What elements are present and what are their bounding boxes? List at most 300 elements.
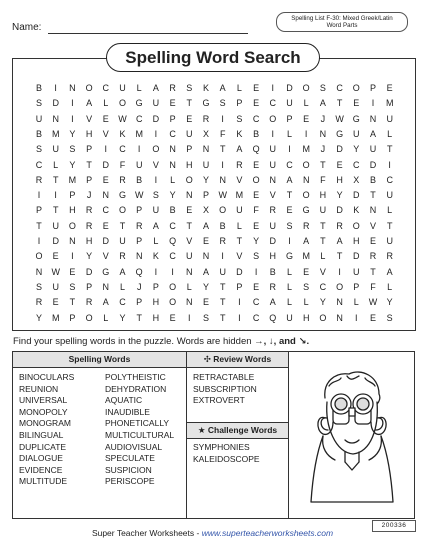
grid-letter: U <box>219 266 226 277</box>
grid-letter: P <box>353 281 360 292</box>
grid-letter: E <box>369 236 376 246</box>
grid-letter: T <box>136 312 142 323</box>
grid-letter: C <box>35 159 43 170</box>
grid-letter: I <box>71 98 74 109</box>
grid-letter: M <box>302 144 310 155</box>
grid-letter: O <box>185 174 193 185</box>
grid-letter: B <box>35 83 42 93</box>
grid-letter: N <box>52 113 59 124</box>
grid-letter: B <box>369 174 376 185</box>
grid-letter: L <box>236 220 242 231</box>
spelling-word: AQUATIC <box>105 395 143 406</box>
grid-letter: I <box>371 98 375 109</box>
grid-letter: N <box>269 174 277 185</box>
grid-letter: N <box>319 128 327 139</box>
boy-with-binoculars-illustration <box>287 352 414 518</box>
picture-box <box>287 351 415 519</box>
grid-letter: L <box>353 297 359 308</box>
grid-letter: O <box>118 205 126 216</box>
grid-letter: W <box>51 266 60 277</box>
grid-letter: S <box>253 251 260 262</box>
grid-letter: T <box>320 159 326 170</box>
spelling-list-badge <box>276 12 408 32</box>
grid-letter: I <box>188 312 191 323</box>
grid-letter: P <box>286 113 293 124</box>
grid-letter: C <box>102 83 110 93</box>
grid-letter: O <box>302 190 310 201</box>
spelling-word: MONOGRAM <box>19 418 71 429</box>
grid-letter: O <box>169 281 177 292</box>
grid-letter: T <box>336 251 343 262</box>
grid-letter: U <box>152 98 160 109</box>
grid-letter: L <box>53 159 59 170</box>
grid-letter: U <box>52 220 59 231</box>
grid-letter: Q <box>269 312 277 323</box>
grid-letter: Y <box>253 236 260 246</box>
grid-letter: D <box>52 236 59 246</box>
spelling-word: DUPLICATE <box>19 441 67 452</box>
grid-letter: H <box>336 174 343 185</box>
grid-letter: M <box>51 312 60 323</box>
grid-letter: E <box>303 113 310 124</box>
grid-letter: F <box>370 281 376 292</box>
grid-letter: I <box>355 312 358 323</box>
review-words-label: Review Words <box>213 354 272 364</box>
grid-letter: P <box>35 205 42 216</box>
grid-letter: U <box>35 113 43 124</box>
grid-letter: M <box>68 174 77 185</box>
grid-letter: J <box>320 113 326 124</box>
grid-letter: W <box>335 113 344 124</box>
grid-letter: V <box>86 113 93 124</box>
grid-letter: L <box>303 297 309 308</box>
grid-letter: I <box>271 128 275 139</box>
grid-letter: T <box>36 220 42 231</box>
grid-letter: S <box>319 83 326 93</box>
grid-letter: G <box>118 190 126 201</box>
grid-letter: E <box>253 83 260 93</box>
review-icon: ✣ <box>203 354 211 364</box>
grid-letter: X <box>202 205 209 216</box>
grid-letter: L <box>387 128 393 139</box>
grid-letter: C <box>269 98 277 109</box>
grid-letter: W <box>368 297 378 308</box>
grid-letter: N <box>186 190 193 201</box>
grid-letter: A <box>286 174 293 185</box>
grid-letter: W <box>134 190 144 201</box>
grid-letter: P <box>86 174 93 185</box>
grid-letter: I <box>238 297 241 308</box>
name-label: Name: <box>12 22 42 33</box>
review-words-header <box>187 352 288 368</box>
grid-letter: Q <box>169 236 177 246</box>
grid-letter: B <box>136 174 143 185</box>
grid-letter: O <box>269 113 277 124</box>
grid-letter: A <box>119 266 126 277</box>
grid-letter: T <box>219 144 226 155</box>
grid-letter: U <box>386 190 393 201</box>
grid-letter: I <box>71 113 74 124</box>
grid-letter: E <box>52 297 59 308</box>
grid-letter: U <box>286 98 293 109</box>
grid-letter: E <box>202 297 209 308</box>
grid-letter: L <box>286 128 292 139</box>
grid-letter: Y <box>353 144 360 155</box>
grid-letter: N <box>169 144 176 155</box>
grid-letter: H <box>269 251 277 262</box>
grid-letter: T <box>186 220 193 231</box>
grid-letter: I <box>154 128 158 139</box>
grid-letter: U <box>269 220 277 231</box>
grid-letter: R <box>302 220 310 231</box>
spelling-word: DEHYDRATION <box>105 383 167 394</box>
grid-letter: N <box>202 251 210 262</box>
grid-letter: O <box>35 251 43 262</box>
grid-letter: R <box>85 297 93 308</box>
grid-letter: N <box>219 174 226 185</box>
grid-letter: L <box>153 236 159 246</box>
grid-letter: M <box>135 128 143 139</box>
grid-letter: E <box>186 113 193 124</box>
grid-letter: R <box>35 174 43 185</box>
grid-letter: N <box>135 251 143 262</box>
grid-letter: O <box>169 297 177 308</box>
grid-letter: W <box>118 113 127 124</box>
grid-letter: E <box>69 266 76 277</box>
grid-letter: R <box>219 236 226 246</box>
grid-letter: L <box>387 205 393 216</box>
grid-letter: V <box>236 174 243 185</box>
grid-letter: S <box>236 113 243 124</box>
grid-letter: U <box>319 205 327 216</box>
grid-letter: U <box>152 205 160 216</box>
grid-letter: Y <box>69 159 76 170</box>
grid-letter: E <box>253 159 260 170</box>
grid-letter: P <box>69 190 76 201</box>
grid-letter: E <box>102 174 109 185</box>
grid-letter: P <box>136 236 143 246</box>
grid-letter: C <box>252 113 260 124</box>
spelling-word: PERISCOPE <box>105 476 155 487</box>
grid-letter: N <box>336 297 343 308</box>
grid-letter: I <box>54 83 57 93</box>
grid-letter: Y <box>35 312 42 323</box>
grid-letter: R <box>169 83 176 93</box>
grid-letter: A <box>152 83 159 93</box>
grid-letter: H <box>69 205 76 216</box>
grid-letter: I <box>154 174 158 185</box>
grid-letter: D <box>336 205 343 216</box>
grid-letter: I <box>221 159 224 170</box>
grid-letter: T <box>370 266 376 277</box>
grid-letter: G <box>135 98 143 109</box>
grid-letter: D <box>286 83 293 93</box>
grid-letter: T <box>370 190 376 201</box>
instructions-text: Find your spelling words in the puzzle. Words are hidden <box>13 336 252 347</box>
grid-letter: E <box>202 236 209 246</box>
grid-letter: A <box>369 128 376 139</box>
grid-letter: X <box>202 128 209 139</box>
grid-letter: T <box>69 297 76 308</box>
grid-letter: I <box>154 266 158 277</box>
grid-letter: F <box>253 205 259 216</box>
challenge-word: KALEIDOSCOPE <box>193 453 260 464</box>
grid-letter: O <box>352 220 360 231</box>
grid-letter: U <box>186 128 193 139</box>
grid-letter: N <box>302 174 310 185</box>
grid-letter: L <box>286 266 292 277</box>
grid-letter: I <box>37 236 41 246</box>
spelling-word: BINOCULARS <box>19 372 75 382</box>
grid-letter: P <box>152 281 159 292</box>
grid-letter: C <box>119 144 126 155</box>
grid-letter: S <box>202 312 209 323</box>
review-word: SUBSCRIPTION <box>193 383 257 394</box>
grid-letter: V <box>102 128 109 139</box>
grid-letter: D <box>353 251 360 262</box>
grid-letter: A <box>269 297 276 308</box>
grid-letter: P <box>236 281 243 292</box>
grid-letter: I <box>288 144 291 155</box>
grid-letter: M <box>302 251 310 262</box>
grid-letter: G <box>202 98 210 109</box>
grid-letter: A <box>219 83 226 93</box>
grid-letter: M <box>51 128 60 139</box>
grid-letter: S <box>303 281 310 292</box>
grid-letter: U <box>236 205 243 216</box>
grid-letter: G <box>336 128 344 139</box>
grid-letter: H <box>186 159 193 170</box>
grid-letter: H <box>319 190 327 201</box>
grid-letter: O <box>352 83 360 93</box>
grid-letter: S <box>219 98 226 109</box>
grid-letter: Y <box>202 174 209 185</box>
footer-text: Super Teacher Worksheets - <box>91 528 202 538</box>
grid-letter: T <box>236 236 243 246</box>
grid-letter: C <box>353 159 360 170</box>
grid-letter: O <box>319 312 327 323</box>
grid-letter: I <box>71 251 74 262</box>
grid-letter: N <box>202 144 210 155</box>
grid-letter: U <box>202 159 210 170</box>
spelling-word: SUSPICION <box>105 464 152 475</box>
worksheet-code: 200336 <box>372 520 416 532</box>
grid-letter: P <box>236 98 243 109</box>
grid-letter: A <box>236 144 243 155</box>
grid-letter: I <box>271 83 275 93</box>
grid-letter: J <box>86 190 92 201</box>
spelling-words-header: Spelling Words <box>13 352 186 368</box>
grid-letter: U <box>135 159 143 170</box>
challenge-icon: ★ <box>197 425 206 435</box>
grid-letter: H <box>85 236 93 246</box>
grid-letter: T <box>386 220 393 231</box>
grid-letter: T <box>186 98 193 109</box>
grid-letter: C <box>169 220 176 231</box>
grid-letter: R <box>202 113 210 124</box>
grid-letter: C <box>135 113 143 124</box>
grid-letter: S <box>69 144 76 155</box>
grid-letter: R <box>85 205 93 216</box>
grid-letter: B <box>219 220 226 231</box>
grid-letter: I <box>104 144 108 155</box>
grid-letter: H <box>152 297 160 308</box>
grid-letter: A <box>152 220 159 231</box>
grid-letter: O <box>68 220 76 231</box>
grid-letter: G <box>285 251 293 262</box>
grid-letter: S <box>35 144 42 155</box>
grid-letter: D <box>52 98 59 109</box>
challenge-words-label: Challenge Words <box>207 425 278 435</box>
grid-letter: T <box>52 174 59 185</box>
grid-letter: I <box>254 266 258 277</box>
grid-letter: I <box>221 251 224 262</box>
grid-letter: V <box>319 266 326 277</box>
grid-letter: I <box>137 144 141 155</box>
grid-letter: S <box>69 281 76 292</box>
grid-letter: U <box>52 281 59 292</box>
challenge-word: SYMPHONIES <box>193 442 250 452</box>
grid-letter: I <box>388 159 391 170</box>
grid-letter: A <box>303 236 310 246</box>
spelling-list-line1: Spelling List F-30: Mixed Greek/Latin <box>291 15 393 22</box>
spelling-word: POLYTHEISTIC <box>105 372 166 382</box>
grid-letter: W <box>218 190 227 201</box>
grid-letter: P <box>202 190 209 201</box>
grid-letter: C <box>102 205 110 216</box>
grid-letter: Y <box>69 128 76 139</box>
grid-letter: U <box>186 251 193 262</box>
grid-letter: T <box>86 159 92 170</box>
grid-letter: P <box>186 144 193 155</box>
grid-letter: N <box>102 190 110 201</box>
spelling-word: MULTICULTURAL <box>105 430 175 440</box>
grid-letter: S <box>152 190 159 201</box>
grid-letter: S <box>35 98 42 109</box>
grid-letter: B <box>35 128 42 139</box>
grid-letter: R <box>85 220 93 231</box>
page-title: Spelling Word Search <box>106 43 320 72</box>
grid-letter: O <box>302 159 310 170</box>
grid-letter: D <box>236 266 243 277</box>
grid-letter: I <box>238 312 241 323</box>
grid-letter: V <box>369 220 376 231</box>
grid-letter: E <box>253 98 260 109</box>
grid-letter: I <box>37 190 41 201</box>
grid-letter: L <box>387 281 393 292</box>
grid-letter: T <box>336 98 343 109</box>
grid-letter: N <box>186 297 193 308</box>
grid-letter: I <box>171 266 174 277</box>
grid-letter: E <box>52 251 59 262</box>
grid-letter: L <box>286 297 292 308</box>
grid-letter: B <box>169 205 176 216</box>
grid-letter: Y <box>169 190 176 201</box>
grid-letter: E <box>336 159 343 170</box>
grid-letter: V <box>186 236 193 246</box>
grid-letter: L <box>186 281 192 292</box>
grid-letter: V <box>102 251 109 262</box>
name-line[interactable] <box>48 33 248 34</box>
grid-letter: H <box>353 236 360 246</box>
grid-letter: D <box>269 236 277 246</box>
grid-letter: H <box>302 312 310 323</box>
grid-letter: E <box>386 83 393 93</box>
grid-letter: T <box>52 205 59 216</box>
grid-letter: R <box>269 281 277 292</box>
grid-letter: U <box>286 312 293 323</box>
spelling-list-line2: Word Parts <box>326 22 358 30</box>
grid-letter: I <box>304 128 308 139</box>
grid-letter: R <box>119 251 126 262</box>
grid-letter: O <box>252 174 260 185</box>
grid-letter: L <box>136 83 142 93</box>
grid-letter: Y <box>386 297 393 308</box>
grid-letter: A <box>386 266 393 277</box>
grid-letter: E <box>369 312 376 323</box>
footer <box>0 528 425 538</box>
grid-letter: G <box>302 205 310 216</box>
grid-letter: U <box>353 266 360 277</box>
grid-letter: Y <box>202 281 209 292</box>
grid-letter: C <box>336 83 343 93</box>
grid-letter: E <box>169 98 176 109</box>
spelling-word: INAUDIBLE <box>105 406 150 417</box>
grid-letter: R <box>119 174 126 185</box>
grid-letter: L <box>103 312 109 323</box>
grid-letter: V <box>269 190 276 201</box>
grid-letter: O <box>219 205 227 216</box>
spelling-word: MULTITUDE <box>19 476 68 487</box>
grid-letter: U <box>119 236 126 246</box>
spelling-word: BILINGUAL <box>19 430 64 440</box>
grid-letter: H <box>85 128 93 139</box>
grid-letter: I <box>288 236 291 246</box>
spelling-word: EVIDENCE <box>19 464 63 475</box>
grid-letter: U <box>386 113 393 124</box>
grid-letter: P <box>86 281 93 292</box>
grid-letter: U <box>52 144 59 155</box>
grid-letter: B <box>269 266 276 277</box>
grid-letter: O <box>118 98 126 109</box>
spelling-word: SPECULATE <box>105 453 155 464</box>
grid-letter: U <box>386 236 393 246</box>
grid-letter: K <box>236 128 243 139</box>
direction-arrows: →, ↓, and ↘. <box>254 336 310 347</box>
grid-letter: R <box>336 220 343 231</box>
grid-letter: G <box>102 266 110 277</box>
grid-letter: U <box>119 83 126 93</box>
grid-letter: T <box>219 281 226 292</box>
grid-letter: T <box>219 297 226 308</box>
footer-link[interactable]: www.superteacherworksheets.com <box>201 528 334 538</box>
grid-letter: S <box>35 281 42 292</box>
grid-letter: D <box>353 190 360 201</box>
grid-letter: L <box>320 251 326 262</box>
grid-letter: T <box>119 220 126 231</box>
grid-letter: E <box>253 190 260 201</box>
grid-letter: N <box>369 113 377 124</box>
grid-letter: C <box>286 159 293 170</box>
grid-letter: Q <box>252 144 260 155</box>
grid-letter: F <box>219 128 226 139</box>
grid-letter: N <box>169 159 176 170</box>
grid-letter: N <box>69 236 76 246</box>
grid-letter: R <box>135 220 143 231</box>
grid-letter: L <box>286 281 292 292</box>
grid-letter: N <box>186 266 193 277</box>
grid-letter: E <box>102 220 109 231</box>
